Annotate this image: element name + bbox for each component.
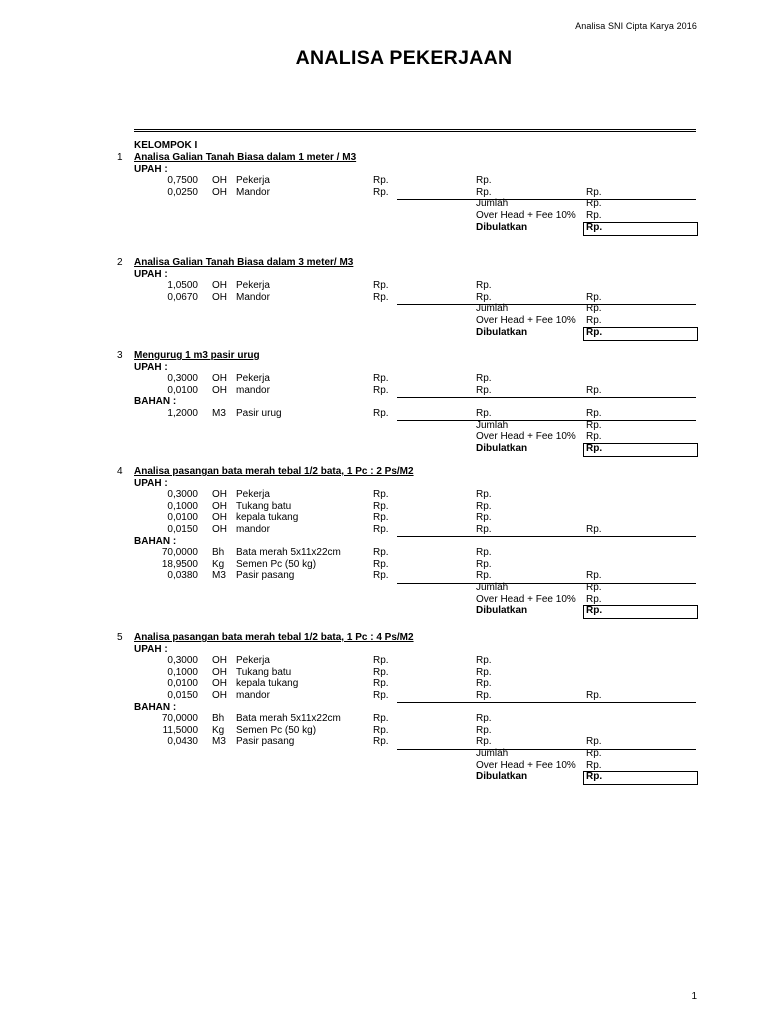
item-unit: OH — [212, 512, 227, 524]
dibulatkan-rp: Rp. — [586, 221, 603, 233]
page-title: ANALISA PEKERJAAN — [295, 47, 513, 69]
item-unit: OH — [212, 524, 227, 535]
item-coefficient: 70,0000 — [161, 547, 198, 559]
amount-rp: Rp. — [476, 489, 492, 501]
item-unit: OH — [212, 384, 227, 396]
item-name: Pekerja — [236, 655, 270, 667]
jumlah-rp: Rp. — [586, 419, 602, 431]
subtotal-rule — [397, 702, 696, 703]
unit-price-rp: Rp. — [373, 489, 389, 501]
group-label: KELOMPOK I — [134, 140, 198, 151]
dibulatkan-rp: Rp. — [586, 326, 603, 338]
item-name: Pekerja — [236, 489, 270, 501]
section-title: Analisa pasangan bata merah tebal 1/2 bata, 1 Pc : 2 Ps/M2 — [134, 466, 414, 477]
item-unit: OH — [212, 175, 227, 187]
item-coefficient: 0,7500 — [167, 175, 198, 187]
item-name: Tukang batu — [236, 666, 292, 678]
subtotal-rp: Rp. — [586, 408, 602, 419]
item-unit: OH — [212, 678, 227, 690]
item-name: Pasir pasang — [236, 736, 295, 748]
unit-price-rp: Rp. — [373, 175, 389, 187]
item-name: Pekerja — [236, 373, 270, 385]
item-name: kepala tukang — [236, 678, 299, 690]
item-coefficient: 0,0100 — [167, 512, 198, 524]
dibulatkan-rp: Rp. — [586, 605, 603, 617]
amount-rp: Rp. — [476, 291, 492, 303]
item-coefficient: 70,0000 — [161, 713, 198, 725]
dibulatkan-label: Dibulatkan — [476, 221, 528, 233]
item-name: mandor — [236, 384, 270, 396]
subtotal-rp: Rp. — [586, 384, 602, 396]
item-coefficient: 11,5000 — [162, 724, 198, 736]
item-name: Pekerja — [236, 280, 270, 292]
item-coefficient: 0,0150 — [167, 524, 198, 535]
amount-rp: Rp. — [476, 547, 492, 559]
dibulatkan-label: Dibulatkan — [476, 771, 528, 783]
subtotal-rp: Rp. — [586, 690, 602, 701]
amount-rp: Rp. — [476, 524, 492, 535]
unit-price-rp: Rp. — [373, 512, 389, 524]
amount-rp: Rp. — [476, 558, 492, 570]
item-unit: OH — [212, 690, 227, 701]
amount-rp: Rp. — [476, 373, 492, 385]
unit-price-rp: Rp. — [373, 736, 389, 748]
item-coefficient: 1,2000 — [167, 408, 198, 419]
item-coefficient: 0,1000 — [167, 666, 198, 678]
item-name: mandor — [236, 690, 270, 701]
subtotal-rule — [397, 420, 696, 421]
unit-price-rp: Rp. — [373, 690, 389, 701]
item-coefficient: 0,0250 — [167, 186, 198, 198]
amount-rp: Rp. — [476, 384, 492, 396]
jumlah-rp: Rp. — [586, 303, 602, 315]
amount-rp: Rp. — [476, 408, 492, 419]
subtotal-rule — [397, 583, 696, 584]
item-name: Bata merah 5x11x22cm — [236, 547, 341, 559]
item-unit: OH — [212, 291, 227, 303]
item-coefficient: 0,0150 — [167, 690, 198, 701]
item-unit: M3 — [212, 570, 226, 582]
item-name: Pasir pasang — [236, 570, 295, 582]
upah-label: UPAH : — [134, 477, 168, 489]
overhead-rp: Rp. — [586, 593, 602, 605]
overhead-label: Over Head + Fee 10% — [476, 759, 576, 771]
item-unit: Kg — [212, 724, 225, 736]
unit-price-rp: Rp. — [373, 724, 389, 736]
item-unit: OH — [212, 655, 227, 667]
jumlah-rp: Rp. — [586, 198, 602, 210]
section-number: 4 — [117, 466, 123, 477]
dibulatkan-label: Dibulatkan — [476, 326, 528, 338]
unit-price-rp: Rp. — [373, 666, 389, 678]
jumlah-rp: Rp. — [586, 748, 602, 759]
amount-rp: Rp. — [476, 655, 492, 667]
item-name: Mandor — [236, 186, 270, 198]
overhead-rp: Rp. — [586, 210, 602, 221]
item-name: Mandor — [236, 291, 270, 303]
jumlah-rp: Rp. — [586, 582, 602, 593]
amount-rp: Rp. — [476, 713, 492, 725]
unit-price-rp: Rp. — [373, 655, 389, 667]
item-name: kepala tukang — [236, 512, 299, 524]
subtotal-rule — [397, 199, 696, 200]
subtotal-rp: Rp. — [586, 524, 602, 535]
jumlah-label: Jumlah — [476, 198, 509, 210]
section-title: Mengurug 1 m3 pasir urug — [134, 350, 260, 361]
subtotal-rule — [397, 397, 696, 398]
amount-rp: Rp. — [476, 690, 492, 701]
item-coefficient: 0,0670 — [167, 291, 198, 303]
item-unit: OH — [212, 489, 227, 501]
bahan-label: BAHAN : — [134, 396, 177, 408]
item-unit: M3 — [212, 736, 226, 748]
overhead-label: Over Head + Fee 10% — [476, 315, 576, 326]
overhead-label: Over Head + Fee 10% — [476, 210, 576, 221]
unit-price-rp: Rp. — [373, 570, 389, 582]
subtotal-rp: Rp. — [586, 186, 602, 198]
overhead-rp: Rp. — [586, 759, 602, 771]
item-coefficient: 0,3000 — [167, 373, 198, 385]
amount-rp: Rp. — [476, 512, 492, 524]
overhead-rp: Rp. — [586, 431, 602, 443]
item-name: Tukang batu — [236, 500, 292, 512]
section-number: 3 — [117, 350, 123, 361]
item-name: Pasir urug — [236, 408, 282, 419]
dibulatkan-label: Dibulatkan — [476, 442, 528, 454]
item-coefficient: 18,9500 — [161, 558, 198, 570]
amount-rp: Rp. — [476, 666, 492, 678]
dibulatkan-rp: Rp. — [586, 771, 603, 783]
subtotal-rule — [397, 749, 696, 750]
item-coefficient: 0,0100 — [167, 678, 198, 690]
unit-price-rp: Rp. — [373, 280, 389, 292]
item-unit: OH — [212, 666, 227, 678]
amount-rp: Rp. — [476, 500, 492, 512]
overhead-rp: Rp. — [586, 315, 602, 326]
dibulatkan-rp: Rp. — [586, 442, 603, 454]
unit-price-rp: Rp. — [373, 713, 389, 725]
item-coefficient: 0,1000 — [167, 500, 198, 512]
subtotal-rp: Rp. — [586, 570, 602, 582]
overhead-label: Over Head + Fee 10% — [476, 431, 576, 443]
item-unit: OH — [212, 500, 227, 512]
amount-rp: Rp. — [476, 570, 492, 582]
upah-label: UPAH : — [134, 643, 168, 655]
item-coefficient: 0,0430 — [167, 736, 198, 748]
item-coefficient: 1,0500 — [167, 280, 198, 292]
item-unit: OH — [212, 186, 227, 198]
unit-price-rp: Rp. — [373, 408, 389, 419]
section-title: Analisa pasangan bata merah tebal 1/2 bata, 1 Pc : 4 Ps/M2 — [134, 632, 414, 643]
item-unit: Kg — [212, 558, 225, 570]
item-name: Bata merah 5x11x22cm — [236, 713, 341, 725]
page-number: 1 — [691, 991, 697, 1002]
item-unit: Bh — [212, 713, 225, 725]
amount-rp: Rp. — [476, 736, 492, 748]
item-name: Semen Pc (50 kg) — [236, 724, 317, 736]
header-note: Analisa SNI Cipta Karya 2016 — [575, 21, 697, 31]
jumlah-label: Jumlah — [476, 748, 509, 759]
item-name: Pekerja — [236, 175, 270, 187]
upah-label: UPAH : — [134, 361, 168, 373]
jumlah-label: Jumlah — [476, 582, 509, 593]
amount-rp: Rp. — [476, 280, 492, 292]
subtotal-rule — [397, 536, 696, 537]
unit-price-rp: Rp. — [373, 500, 389, 512]
item-unit: Bh — [212, 547, 225, 559]
bahan-label: BAHAN : — [134, 535, 177, 547]
unit-price-rp: Rp. — [373, 558, 389, 570]
bahan-label: BAHAN : — [134, 701, 177, 713]
amount-rp: Rp. — [476, 724, 492, 736]
unit-price-rp: Rp. — [373, 373, 389, 385]
upah-label: UPAH : — [134, 163, 168, 175]
section-number: 2 — [117, 257, 123, 268]
item-coefficient: 0,0100 — [167, 384, 198, 396]
section-number: 1 — [117, 152, 123, 163]
amount-rp: Rp. — [476, 186, 492, 198]
item-name: mandor — [236, 524, 270, 535]
top-rule — [134, 129, 696, 132]
section-number: 5 — [117, 632, 123, 643]
item-unit: M3 — [212, 408, 226, 419]
unit-price-rp: Rp. — [373, 547, 389, 559]
item-coefficient: 0,0380 — [167, 570, 198, 582]
dibulatkan-label: Dibulatkan — [476, 605, 528, 617]
jumlah-label: Jumlah — [476, 419, 509, 431]
amount-rp: Rp. — [476, 678, 492, 690]
subtotal-rp: Rp. — [586, 291, 602, 303]
jumlah-label: Jumlah — [476, 303, 509, 315]
unit-price-rp: Rp. — [373, 186, 389, 198]
item-unit: OH — [212, 373, 227, 385]
upah-label: UPAH : — [134, 268, 168, 280]
unit-price-rp: Rp. — [373, 524, 389, 535]
item-coefficient: 0,3000 — [167, 489, 198, 501]
item-name: Semen Pc (50 kg) — [236, 558, 317, 570]
subtotal-rp: Rp. — [586, 736, 602, 748]
unit-price-rp: Rp. — [373, 678, 389, 690]
unit-price-rp: Rp. — [373, 384, 389, 396]
item-unit: OH — [212, 280, 227, 292]
section-title: Analisa Galian Tanah Biasa dalam 3 meter/ M3 — [134, 257, 354, 268]
unit-price-rp: Rp. — [373, 291, 389, 303]
section-title: Analisa Galian Tanah Biasa dalam 1 meter / M3 — [134, 152, 357, 163]
item-coefficient: 0,3000 — [167, 655, 198, 667]
subtotal-rule — [397, 304, 696, 305]
overhead-label: Over Head + Fee 10% — [476, 593, 576, 605]
amount-rp: Rp. — [476, 175, 492, 187]
